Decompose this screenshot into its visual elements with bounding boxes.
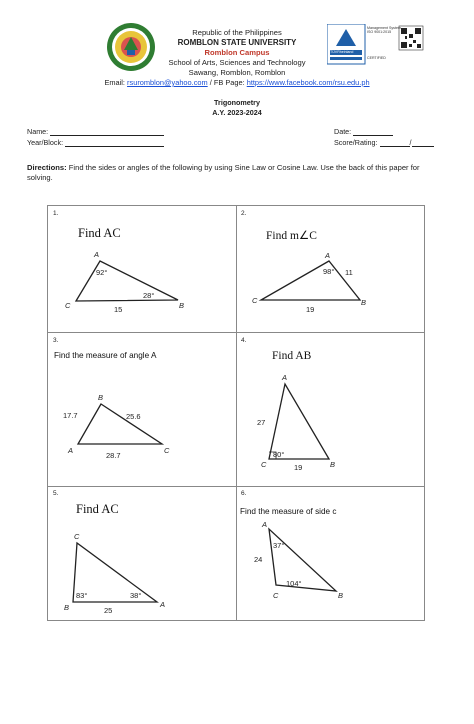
p4-vertex-b: B: [330, 460, 336, 469]
problem-5-number: 5.: [53, 490, 59, 497]
year-block-field[interactable]: [27, 138, 164, 147]
p2-vertex-b: B: [361, 298, 367, 307]
p5-angle-a: 38°: [130, 591, 142, 600]
score-separator: /: [409, 138, 412, 147]
p3-vertex-b: B: [98, 393, 104, 402]
school-name: School of Arts, Sciences and Technology: [168, 58, 306, 67]
p6-vertex-a: A: [262, 520, 268, 529]
contact-line: [0, 78, 474, 87]
problem-5-triangle: [48, 486, 236, 620]
p6-vertex-c: C: [273, 591, 279, 600]
campus-name: Romblon Campus: [204, 48, 270, 57]
p2-vertex-c: C: [252, 296, 258, 305]
problem-1-number: 1.: [53, 210, 59, 217]
problem-5-title: Find AC: [76, 502, 119, 516]
p6-side-ac: 24: [254, 555, 263, 564]
p3-side-bc: 25.6: [126, 412, 141, 421]
score-blank[interactable]: [380, 139, 410, 147]
problem-1-title: Find AC: [78, 226, 121, 240]
email-label: Email:: [104, 78, 125, 87]
p6-angle-a: 37°: [273, 541, 285, 550]
date-blank[interactable]: [353, 128, 393, 136]
problem-3-triangle: [48, 332, 236, 486]
p2-side-ab: 11: [345, 268, 353, 277]
fb-label: / FB Page:: [207, 78, 245, 87]
p6-vertex-b: B: [338, 591, 344, 600]
problem-1-triangle: [48, 206, 236, 332]
problem-2-triangle: [236, 206, 424, 332]
p1-angle-b: 28°: [143, 291, 155, 300]
problem-2-number: 2.: [241, 210, 247, 217]
p4-angle-c: 80°: [273, 450, 285, 459]
cert-text-1: Management System: [367, 26, 401, 30]
p3-vertex-a: A: [68, 446, 74, 455]
p1-angle-a: 92°: [96, 268, 108, 277]
email-link[interactable]: rsuromblon@yahoo.com: [127, 78, 208, 87]
p1-side-cb: 15: [114, 305, 123, 314]
name-label: Name:: [27, 127, 49, 136]
date-field[interactable]: [334, 127, 393, 136]
p1-vertex-c: C: [65, 301, 71, 310]
cert-text-4: CERTIFIED: [367, 56, 386, 60]
university-name: ROMBLON STATE UNIVERSITY: [177, 38, 297, 47]
p4-side-cb: 19: [294, 463, 303, 472]
p3-vertex-c: C: [164, 446, 170, 455]
p2-vertex-a: A: [325, 251, 331, 260]
p5-vertex-a: A: [160, 600, 166, 609]
p3-side-ab: 17.7: [63, 411, 78, 420]
p2-side-cb: 19: [306, 305, 315, 314]
subject-title: Trigonometry: [214, 98, 260, 107]
rating-blank[interactable]: [409, 138, 434, 147]
cert-text-2: ISO 9001:2015: [367, 30, 392, 35]
problem-2-title: Find m∠C: [266, 230, 317, 242]
year-block-label: Year/Block:: [27, 138, 64, 147]
p5-vertex-c: C: [74, 532, 80, 541]
address-text: Sawang, Romblon, Romblon: [188, 68, 286, 77]
problem-4-triangle: [236, 332, 424, 486]
p5-angle-b: 83°: [76, 591, 88, 600]
problem-3-number: 3.: [53, 337, 59, 344]
date-label: Date:: [334, 127, 352, 136]
p2-angle-a: 98°: [323, 267, 335, 276]
academic-year: A.Y. 2023-2024: [212, 108, 262, 117]
p4-vertex-a: A: [282, 373, 288, 382]
problem-4-number: 4.: [241, 337, 247, 344]
p6-angle-c: 104°: [286, 579, 302, 588]
p5-side-ba: 25: [104, 606, 113, 615]
score-label: Score/Rating:: [334, 138, 378, 147]
name-blank[interactable]: [50, 128, 164, 136]
p1-vertex-a: A: [94, 250, 100, 259]
problem-6-triangle: [236, 486, 424, 620]
year-block-blank[interactable]: [65, 139, 164, 147]
iso-certification-badge: [327, 24, 425, 66]
problem-grid: [47, 205, 425, 621]
republic-text: Republic of the Philippines: [192, 28, 282, 37]
cert-text-3: TÜVRheinland: [330, 50, 354, 54]
problem-6-title: Find the measure of side c: [240, 507, 337, 516]
problem-3-title: Find the measure of angle A: [54, 351, 157, 360]
directions-label: Directions:: [27, 163, 67, 172]
fb-page-link[interactable]: https://www.facebook.com/rsu.edu.ph: [246, 78, 370, 87]
problem-6-number: 6.: [241, 490, 247, 497]
directions-text: Find the sides or angles of the following by using Sine Law or Cosine Law. Use the back of this paper for solving.: [27, 163, 420, 182]
p4-side-ac: 27: [257, 418, 266, 427]
name-field[interactable]: [27, 127, 164, 136]
p3-side-ac: 28.7: [106, 451, 121, 460]
directions: [27, 163, 447, 183]
score-field[interactable]: [334, 138, 434, 147]
p4-vertex-c: C: [261, 460, 267, 469]
problem-4-title: Find AB: [272, 350, 312, 362]
p1-vertex-b: B: [179, 301, 185, 310]
p5-vertex-b: B: [64, 603, 70, 612]
